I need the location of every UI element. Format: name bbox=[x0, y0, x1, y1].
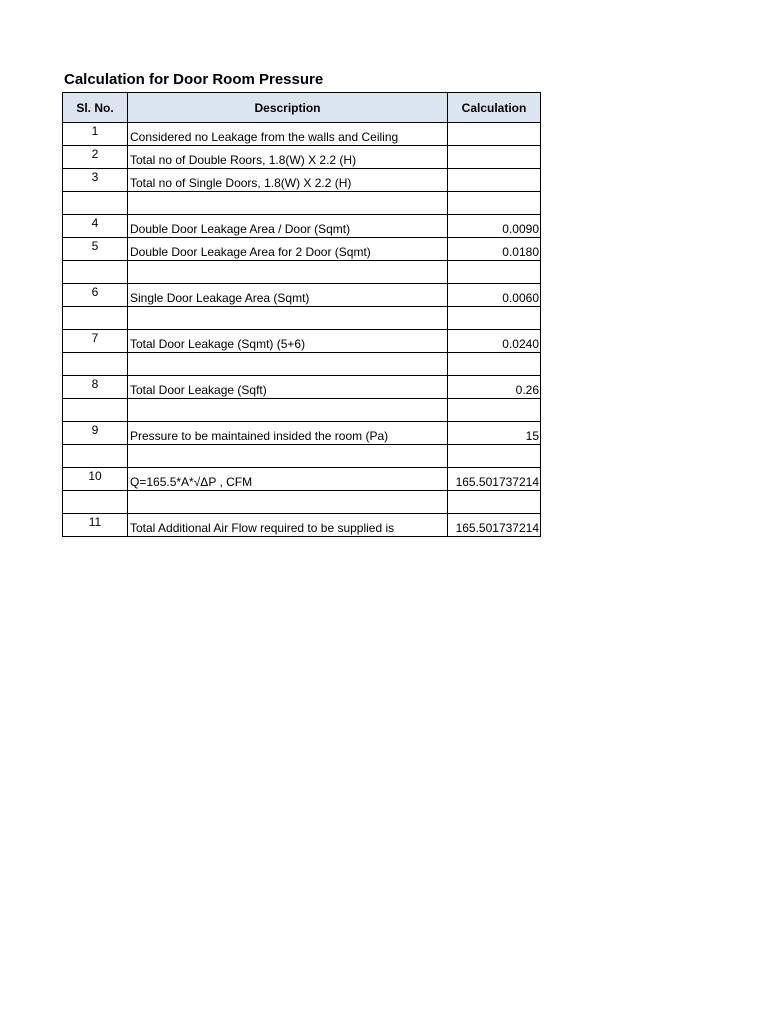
description-cell[interactable]: Double Door Leakage Area / Door (Sqmt) bbox=[128, 215, 448, 238]
sl-no-cell[interactable]: 5 bbox=[63, 238, 128, 261]
table-row bbox=[63, 146, 541, 169]
table-row bbox=[63, 238, 541, 261]
table-row bbox=[63, 307, 541, 330]
description-cell[interactable]: Single Door Leakage Area (Sqmt) bbox=[128, 284, 448, 307]
sl-no-cell[interactable]: 6 bbox=[63, 284, 128, 307]
description-cell[interactable]: Pressure to be maintained insided the room (Pa) bbox=[128, 422, 448, 445]
sl-no-cell[interactable]: 1 bbox=[63, 123, 128, 146]
table-row bbox=[63, 215, 541, 238]
description-cell[interactable] bbox=[128, 307, 448, 330]
table-row bbox=[63, 192, 541, 215]
sl-no-cell[interactable]: 4 bbox=[63, 215, 128, 238]
sl-no-cell[interactable]: 9 bbox=[63, 422, 128, 445]
calculation-cell[interactable] bbox=[448, 261, 541, 284]
calculation-table bbox=[62, 92, 541, 537]
calculation-cell[interactable]: 165.501737214 bbox=[448, 468, 541, 491]
calculation-cell[interactable] bbox=[448, 445, 541, 468]
description-cell[interactable] bbox=[128, 491, 448, 514]
calculation-cell[interactable] bbox=[448, 491, 541, 514]
sl-no-cell[interactable] bbox=[63, 491, 128, 514]
table-row bbox=[63, 445, 541, 468]
calculation-cell[interactable]: 0.0090 bbox=[448, 215, 541, 238]
calculation-cell[interactable] bbox=[448, 399, 541, 422]
header-description[interactable]: Description bbox=[128, 93, 448, 123]
description-cell[interactable]: Considered no Leakage from the walls and Ceiling bbox=[128, 123, 448, 146]
table-row bbox=[63, 330, 541, 353]
sheet-title: Calculation for Door Room Pressure bbox=[64, 71, 324, 88]
sl-no-cell[interactable] bbox=[63, 353, 128, 376]
description-cell[interactable] bbox=[128, 445, 448, 468]
table-row bbox=[63, 468, 541, 491]
calculation-cell[interactable]: 0.0180 bbox=[448, 238, 541, 261]
sl-no-cell[interactable]: 3 bbox=[63, 169, 128, 192]
sl-no-cell[interactable]: 11 bbox=[63, 514, 128, 537]
description-cell[interactable] bbox=[128, 399, 448, 422]
sl-no-cell[interactable] bbox=[63, 261, 128, 284]
description-cell[interactable]: Total no of Double Roors, 1.8(W) X 2.2 (H) bbox=[128, 146, 448, 169]
sl-no-cell[interactable]: 8 bbox=[63, 376, 128, 399]
description-cell[interactable]: Q=165.5*A*√ΔP , CFM bbox=[128, 468, 448, 491]
calculation-cell[interactable] bbox=[448, 169, 541, 192]
sl-no-cell[interactable]: 10 bbox=[63, 468, 128, 491]
sl-no-cell[interactable]: 7 bbox=[63, 330, 128, 353]
sl-no-cell[interactable] bbox=[63, 192, 128, 215]
table-row bbox=[63, 376, 541, 399]
sl-no-cell[interactable] bbox=[63, 445, 128, 468]
table-row bbox=[63, 514, 541, 537]
sl-no-cell[interactable]: 2 bbox=[63, 146, 128, 169]
calculation-cell[interactable] bbox=[448, 123, 541, 146]
calculation-cell[interactable] bbox=[448, 192, 541, 215]
description-cell[interactable]: Total Door Leakage (Sqmt) (5+6) bbox=[128, 330, 448, 353]
table-row bbox=[63, 491, 541, 514]
calculation-cell[interactable]: 165.501737214 bbox=[448, 514, 541, 537]
table-row bbox=[63, 422, 541, 445]
description-cell[interactable]: Total Additional Air Flow required to be supplied is bbox=[128, 514, 448, 537]
header-row bbox=[63, 93, 541, 123]
calculation-cell[interactable]: 0.0060 bbox=[448, 284, 541, 307]
table-row bbox=[63, 399, 541, 422]
description-cell[interactable]: Total no of Single Doors, 1.8(W) X 2.2 (H) bbox=[128, 169, 448, 192]
table-row bbox=[63, 261, 541, 284]
header-calculation[interactable]: Calculation bbox=[448, 93, 541, 123]
table-row bbox=[63, 123, 541, 146]
description-cell[interactable]: Total Door Leakage (Sqft) bbox=[128, 376, 448, 399]
calculation-cell[interactable] bbox=[448, 146, 541, 169]
table-row bbox=[63, 169, 541, 192]
sl-no-cell[interactable] bbox=[63, 307, 128, 330]
description-cell[interactable]: Double Door Leakage Area for 2 Door (Sqmt) bbox=[128, 238, 448, 261]
calculation-cell[interactable]: 0.26 bbox=[448, 376, 541, 399]
calculation-cell[interactable] bbox=[448, 353, 541, 376]
calculation-cell[interactable] bbox=[448, 307, 541, 330]
table-row bbox=[63, 353, 541, 376]
sl-no-cell[interactable] bbox=[63, 399, 128, 422]
description-cell[interactable] bbox=[128, 192, 448, 215]
calculation-cell[interactable]: 15 bbox=[448, 422, 541, 445]
table-row bbox=[63, 284, 541, 307]
description-cell[interactable] bbox=[128, 353, 448, 376]
header-sl-no[interactable]: Sl. No. bbox=[63, 93, 128, 123]
calculation-cell[interactable]: 0.0240 bbox=[448, 330, 541, 353]
description-cell[interactable] bbox=[128, 261, 448, 284]
